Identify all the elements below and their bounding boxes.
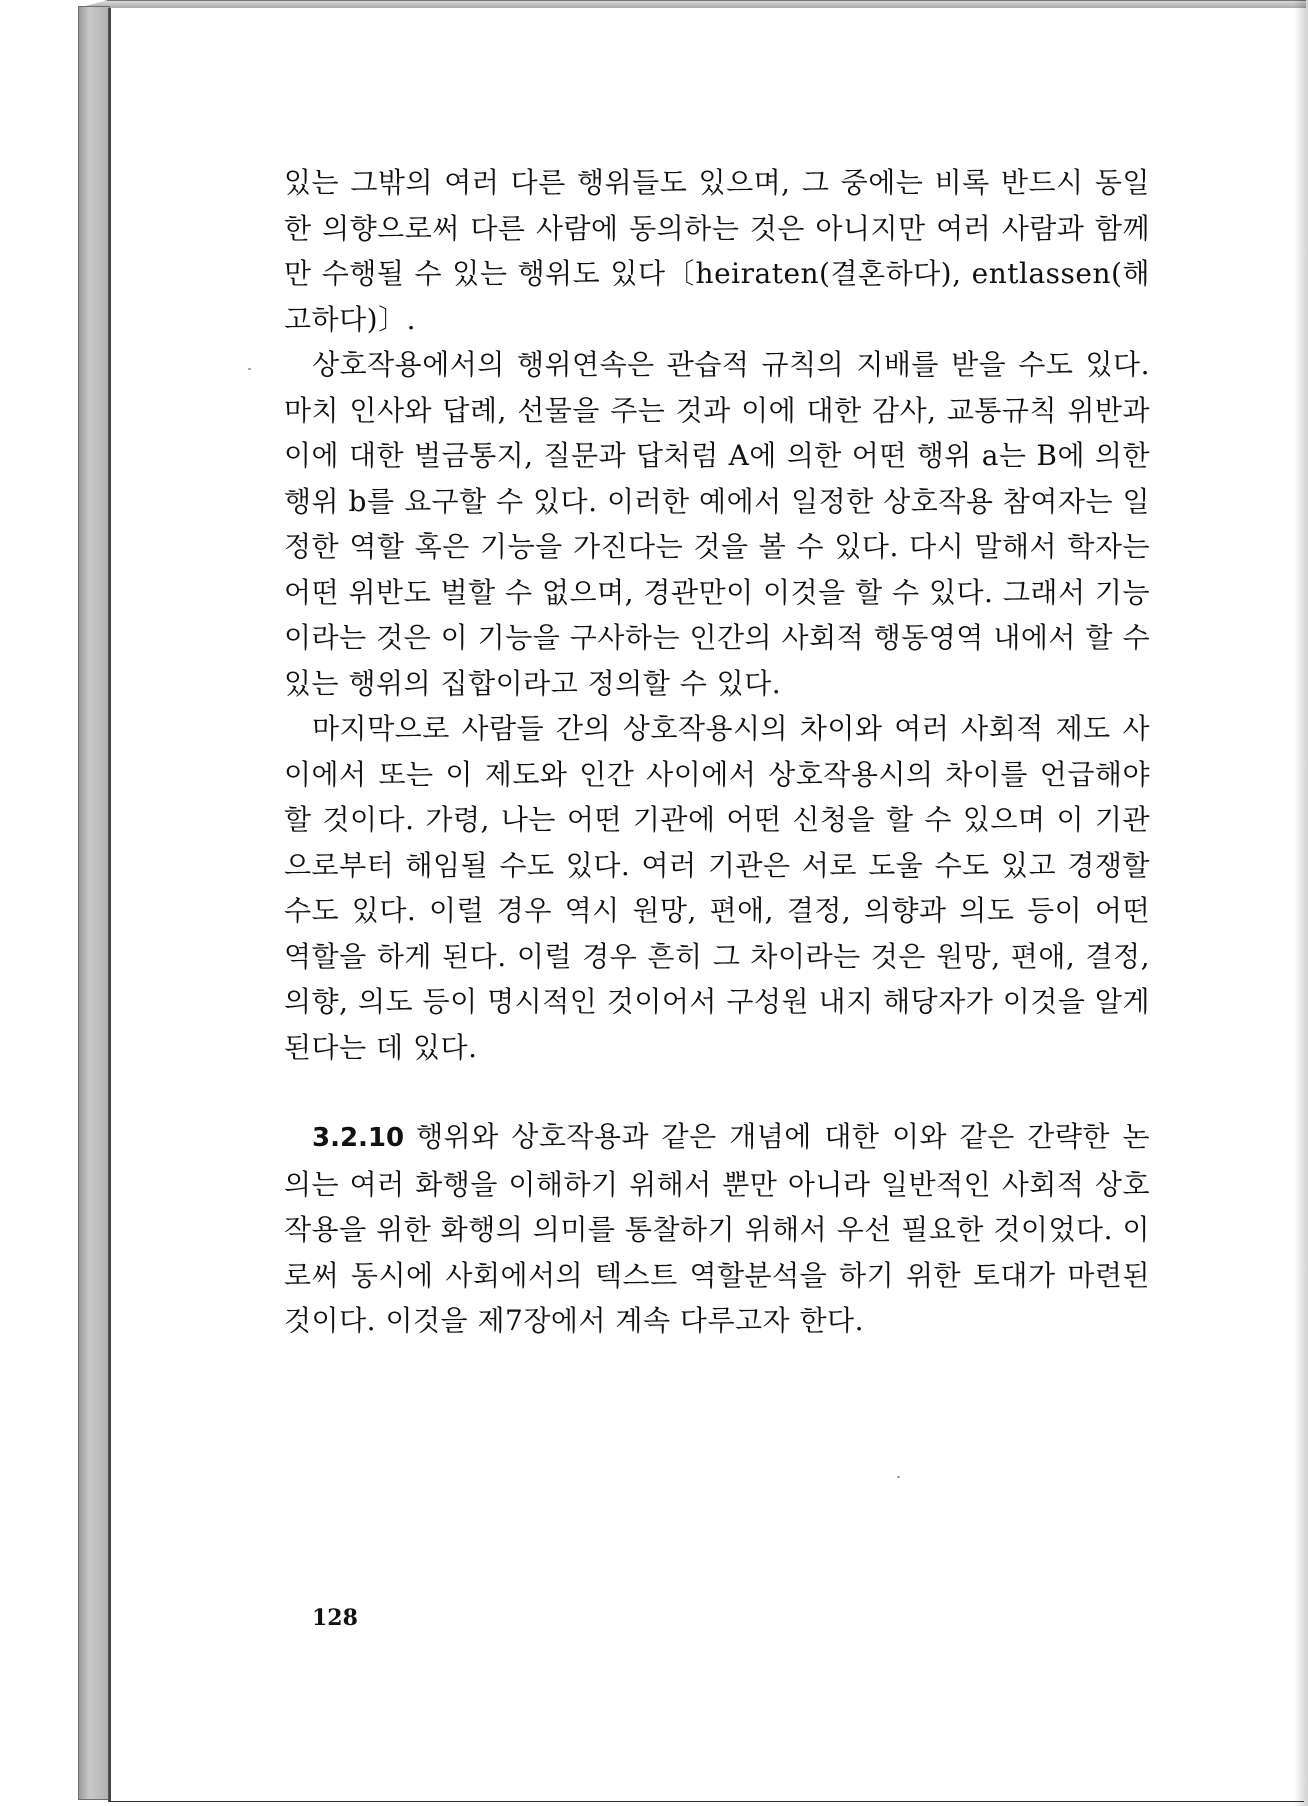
section-3-2-10 <box>284 1114 1150 1344</box>
book-spine-edge <box>78 6 110 1800</box>
page-number: 128 <box>312 1605 358 1631</box>
body-text <box>284 160 1150 1344</box>
paragraph-continued: 있는 그밖의 여러 다른 행위들도 있으며, 그 중에는 비록 반드시 동일한 의향으로써 다른 사람에 동의하는 것은 아니지만 여러 사람과 함께만 수행될 수 있는 행위도 있다〔heiraten(결혼하다), entlassen(해고하다)〕. <box>284 166 1150 336</box>
paragraph-institutions: 마지막으로 사람들 간의 상호작용시의 차이와 여러 사회적 제도 사이에서 또는 이 제도와 인간 사이에서 상호작용시의 차이를 언급해야 할 것이다. 가령, 나는 어떤 기관에 어떤 신청을 할 수 있으며 이 기관으로부터 해임될 수도 있다. 여러 기관은 서로 도울 수도 있고 경쟁할 수도 있다. 이럴 경우 역시 원망, 편애, 결정, 의향과 의도 등이 어떤 역할을 하게 된다. 이럴 경우 흔히 그 차이라는 것은 원망, 편애, 결정, 의향, 의도 등이 명시적인 것이어서 구성원 내지 해당자가 이것을 알게 된다는 데 있다. <box>284 712 1150 1064</box>
book-top-edge <box>78 0 1306 8</box>
section-number: 3.2.10 <box>312 1123 405 1153</box>
page-right-shadow <box>1294 0 1308 1806</box>
scan-speck <box>897 1476 900 1478</box>
scan-speck <box>248 368 251 370</box>
section-text: 행위와 상호작용과 같은 개념에 대한 이와 같은 간략한 논의는 여러 화행을 이해하기 위해서 뿐만 아니라 일반적인 사회적 상호작용을 위한 화행의 의미를 통찰하기 위해서 우선 필요한 것이었다. 이로써 동시에 사회에서의 텍스트 역할분석을 하기 위한 토대가 마련된 것이다. 이것을 제7장에서 계속 다루고자 한다. <box>284 1120 1150 1337</box>
paragraph-action-sequence: 상호작용에서의 행위연속은 관습적 규칙의 지배를 받을 수도 있다. 마치 인사와 답례, 선물을 주는 것과 이에 대한 감사, 교통규칙 위반과 이에 대한 벌금통지, 질문과 답처럼 A에 의한 어떤 행위 a는 B에 의한 행위 b를 요구할 수 있다. 이러한 예에서 일정한 상호작용 참여자는 일정한 역할 혹은 기능을 가진다는 것을 볼 수 있다. 다시 말해서 학자는 어떤 위반도 벌할 수 없으며, 경관만이 이것을 할 수 있다. 그래서 기능이라는 것은 이 기능을 구사하는 인간의 사회적 행동영역 내에서 할 수 있는 행위의 집합이라고 정의할 수 있다. <box>284 348 1151 700</box>
